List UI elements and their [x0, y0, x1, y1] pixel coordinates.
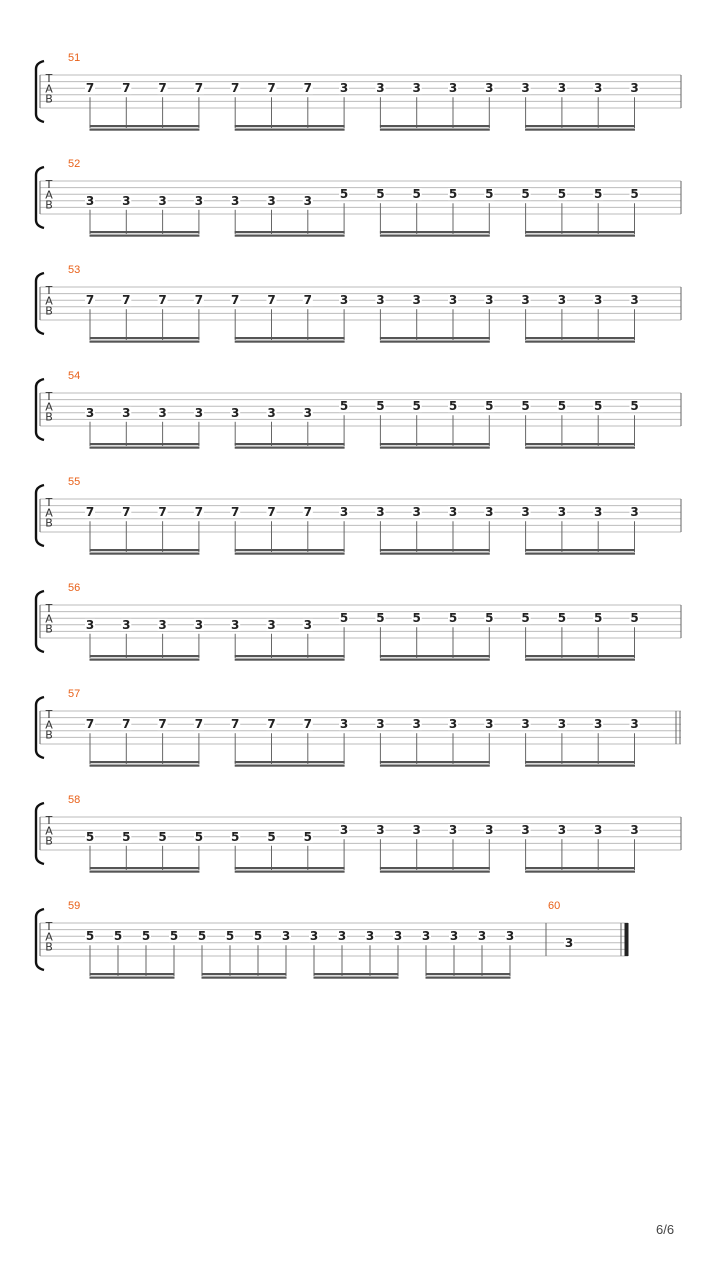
beam — [525, 655, 635, 657]
fret-number: 5 — [197, 929, 207, 944]
beam — [525, 231, 635, 233]
beam — [525, 549, 635, 551]
beam — [90, 337, 200, 339]
tab-system — [36, 370, 681, 449]
fret-number: 5 — [225, 929, 235, 944]
fret-number: 7 — [158, 505, 167, 520]
fret-number: 3 — [594, 717, 603, 732]
fret-number: 5 — [194, 829, 204, 844]
fret-number: 3 — [521, 717, 530, 732]
beam — [90, 655, 200, 657]
tab-system — [36, 794, 681, 873]
measure-number: 53 — [68, 264, 81, 276]
fret-number: 5 — [253, 929, 263, 944]
beam — [525, 765, 635, 767]
fret-number: 7 — [85, 717, 95, 732]
tab-clef-letter: A — [45, 400, 53, 414]
beam — [380, 129, 490, 131]
fret-number: 5 — [594, 187, 603, 202]
fret-number: 5 — [339, 187, 349, 202]
fret-number: 3 — [85, 405, 95, 420]
fret-number: 3 — [521, 293, 530, 308]
fret-number: 5 — [521, 611, 530, 626]
fret-number: 7 — [231, 717, 240, 732]
measure-number: 60 — [548, 900, 561, 912]
beam — [235, 235, 345, 237]
tab-clef-letter: A — [45, 930, 53, 944]
tab-clef-letter: T — [45, 602, 53, 615]
beam — [380, 549, 490, 551]
fret-number: 7 — [267, 717, 276, 732]
fret-number: 7 — [194, 717, 204, 732]
tab-system — [36, 688, 681, 767]
tab-system — [36, 582, 681, 661]
tab-clef-letter: T — [45, 178, 53, 191]
fret-number: 3 — [194, 193, 204, 208]
fret-number: 7 — [231, 505, 240, 520]
beam — [90, 871, 200, 873]
fret-number: 3 — [485, 823, 494, 838]
beam — [525, 659, 635, 661]
fret-number: 3 — [231, 193, 240, 208]
measure-number: 55 — [68, 476, 81, 488]
fret-number: 5 — [521, 187, 530, 202]
fret-number: 3 — [630, 505, 639, 520]
fret-number: 5 — [122, 829, 131, 844]
tab-system — [36, 264, 681, 343]
fret-number: 3 — [267, 193, 276, 208]
tab-clef-letter: B — [45, 304, 53, 318]
beam — [90, 553, 200, 555]
tab-clef-letter: A — [45, 824, 53, 838]
beam — [525, 447, 635, 449]
fret-number: 3 — [448, 293, 458, 308]
fret-number: 5 — [485, 611, 494, 626]
fret-number: 3 — [158, 193, 167, 208]
fret-number: 3 — [158, 405, 167, 420]
beam — [380, 655, 490, 657]
fret-number: 3 — [630, 81, 639, 96]
fret-number: 5 — [448, 399, 458, 414]
tab-system — [36, 158, 681, 237]
fret-number: 3 — [485, 293, 494, 308]
fret-number: 7 — [267, 81, 276, 96]
beam — [380, 337, 490, 339]
fret-number: 5 — [158, 829, 167, 844]
fret-number: 7 — [231, 293, 240, 308]
fret-number: 3 — [393, 929, 403, 944]
fret-number: 5 — [85, 829, 95, 844]
fret-number: 3 — [339, 823, 349, 838]
fret-number: 3 — [376, 823, 385, 838]
beam — [235, 549, 345, 551]
beam — [380, 871, 490, 873]
fret-number: 3 — [412, 717, 421, 732]
measure-number: 58 — [68, 794, 81, 806]
fret-number: 3 — [309, 929, 319, 944]
fret-number: 3 — [85, 617, 95, 632]
fret-number: 3 — [485, 505, 494, 520]
fret-number: 7 — [194, 293, 204, 308]
beam — [235, 337, 345, 339]
fret-number: 7 — [303, 293, 312, 308]
measure-number: 54 — [68, 370, 81, 382]
tab-clef-letter: B — [45, 622, 53, 636]
beam — [525, 443, 635, 445]
tab-clef-letter: A — [45, 612, 53, 626]
tab-clef-letter: A — [45, 82, 53, 96]
fret-number: 3 — [85, 193, 95, 208]
tab-clef-letter: B — [45, 834, 53, 848]
fret-number: 3 — [521, 505, 530, 520]
fret-number: 5 — [594, 399, 603, 414]
fret-number: 5 — [376, 399, 385, 414]
tab-clef-letter: B — [45, 92, 53, 106]
fret-number: 3 — [557, 823, 567, 838]
beam — [380, 341, 490, 343]
fret-number: 3 — [231, 405, 240, 420]
fret-number: 5 — [141, 929, 151, 944]
fret-number: 3 — [564, 935, 574, 950]
beam — [235, 659, 345, 661]
tab-system — [36, 476, 681, 555]
fret-number: 3 — [594, 81, 603, 96]
beam — [525, 125, 635, 127]
beam — [90, 235, 200, 237]
fret-number: 3 — [303, 617, 312, 632]
fret-number: 7 — [194, 81, 204, 96]
beam — [380, 553, 490, 555]
fret-number: 3 — [281, 929, 291, 944]
fret-number: 7 — [122, 717, 131, 732]
tab-clef-letter: T — [45, 920, 53, 933]
fret-number: 3 — [448, 717, 458, 732]
fret-number: 3 — [339, 717, 349, 732]
beam — [426, 977, 511, 979]
fret-number: 3 — [376, 717, 385, 732]
beam — [235, 871, 345, 873]
beam — [426, 973, 511, 975]
fret-number: 7 — [85, 81, 95, 96]
fret-number: 3 — [122, 405, 131, 420]
fret-number: 5 — [630, 399, 639, 414]
beam — [380, 761, 490, 763]
fret-number: 3 — [594, 293, 603, 308]
tab-clef-letter: B — [45, 410, 53, 424]
beam — [525, 235, 635, 237]
beam — [235, 761, 345, 763]
fret-number: 3 — [158, 617, 167, 632]
fret-number: 3 — [194, 405, 204, 420]
fret-number: 3 — [412, 823, 421, 838]
final-barline-thick — [625, 923, 629, 956]
fret-number: 3 — [412, 505, 421, 520]
measure-number: 59 — [68, 900, 81, 912]
beam — [235, 553, 345, 555]
beam — [90, 125, 200, 127]
fret-number: 3 — [630, 293, 639, 308]
fret-number: 5 — [557, 611, 567, 626]
tab-clef-letter: T — [45, 72, 53, 85]
fret-number: 3 — [477, 929, 487, 944]
fret-number: 7 — [158, 293, 167, 308]
fret-number: 5 — [231, 829, 240, 844]
fret-number: 5 — [169, 929, 179, 944]
beam — [380, 659, 490, 661]
beam — [90, 129, 200, 131]
fret-number: 3 — [194, 617, 204, 632]
beam — [380, 765, 490, 767]
measure-number: 52 — [68, 158, 81, 170]
fret-number: 3 — [339, 81, 349, 96]
beam — [525, 867, 635, 869]
beam — [380, 235, 490, 237]
beam — [235, 443, 345, 445]
beam — [525, 129, 635, 131]
beam — [380, 125, 490, 127]
fret-number: 3 — [557, 81, 567, 96]
tab-clef-letter: T — [45, 708, 53, 721]
fret-number: 3 — [267, 405, 276, 420]
fret-number: 3 — [303, 193, 312, 208]
fret-number: 3 — [412, 293, 421, 308]
tab-clef-letter: B — [45, 940, 53, 954]
beam — [525, 761, 635, 763]
beam — [90, 867, 200, 869]
tab-clef-letter: B — [45, 728, 53, 742]
fret-number: 3 — [557, 717, 567, 732]
fret-number: 5 — [630, 187, 639, 202]
beam — [235, 447, 345, 449]
beam — [202, 973, 287, 975]
measure-number: 56 — [68, 582, 81, 594]
beam — [525, 337, 635, 339]
fret-number: 7 — [267, 505, 276, 520]
beam — [90, 765, 200, 767]
beam — [90, 341, 200, 343]
tab-clef-letter: T — [45, 284, 53, 297]
fret-number: 7 — [85, 293, 95, 308]
fret-number: 5 — [267, 829, 276, 844]
fret-number: 3 — [337, 929, 347, 944]
fret-number: 3 — [365, 929, 375, 944]
fret-number: 7 — [194, 505, 204, 520]
fret-number: 5 — [448, 187, 458, 202]
fret-number: 5 — [557, 187, 567, 202]
fret-number: 5 — [630, 611, 639, 626]
tab-clef-letter: T — [45, 496, 53, 509]
fret-number: 3 — [122, 193, 131, 208]
beam — [90, 761, 200, 763]
beam — [90, 659, 200, 661]
fret-number: 5 — [485, 187, 494, 202]
fret-number: 7 — [231, 81, 240, 96]
fret-number: 3 — [630, 823, 639, 838]
fret-number: 5 — [339, 399, 349, 414]
beam — [380, 443, 490, 445]
fret-number: 3 — [594, 823, 603, 838]
fret-number: 5 — [557, 399, 567, 414]
tab-clef-letter: T — [45, 390, 53, 403]
measure-number: 51 — [68, 52, 81, 64]
fret-number: 5 — [594, 611, 603, 626]
beam — [90, 977, 175, 979]
fret-number: 3 — [122, 617, 131, 632]
measure-number: 57 — [68, 688, 81, 700]
fret-number: 5 — [376, 187, 385, 202]
tab-clef-letter: A — [45, 718, 53, 732]
fret-number: 7 — [158, 81, 167, 96]
tab-clef-letter: A — [45, 188, 53, 202]
fret-number: 3 — [521, 81, 530, 96]
fret-number: 3 — [303, 405, 312, 420]
fret-number: 3 — [421, 929, 431, 944]
beam — [90, 231, 200, 233]
tab-system — [36, 52, 681, 131]
beam — [380, 867, 490, 869]
fret-number: 3 — [231, 617, 240, 632]
tab-clef-letter: T — [45, 814, 53, 827]
fret-number: 7 — [303, 717, 312, 732]
tab-clef-letter: B — [45, 198, 53, 212]
beam — [235, 867, 345, 869]
fret-number: 3 — [557, 505, 567, 520]
beam — [235, 655, 345, 657]
fret-number: 3 — [448, 823, 458, 838]
beam — [235, 125, 345, 127]
beam — [90, 973, 175, 975]
fret-number: 7 — [122, 81, 131, 96]
page-number: 6/6 — [656, 1222, 675, 1237]
fret-number: 3 — [412, 81, 421, 96]
fret-number: 3 — [376, 293, 385, 308]
beam — [380, 231, 490, 233]
fret-number: 3 — [339, 293, 349, 308]
beam — [90, 447, 200, 449]
fret-number: 3 — [448, 81, 458, 96]
fret-number: 7 — [267, 293, 276, 308]
beam — [525, 341, 635, 343]
fret-number: 3 — [449, 929, 459, 944]
fret-number: 3 — [448, 505, 458, 520]
fret-number: 3 — [376, 81, 385, 96]
beam — [90, 549, 200, 551]
fret-number: 7 — [303, 81, 312, 96]
fret-number: 3 — [594, 505, 603, 520]
beam — [525, 553, 635, 555]
fret-number: 3 — [339, 505, 349, 520]
fret-number: 3 — [505, 929, 515, 944]
fret-number: 5 — [412, 187, 421, 202]
fret-number: 3 — [521, 823, 530, 838]
fret-number: 3 — [557, 293, 567, 308]
fret-number: 5 — [412, 399, 421, 414]
beam — [235, 341, 345, 343]
fret-number: 7 — [122, 505, 131, 520]
fret-number: 5 — [339, 611, 349, 626]
fret-number: 3 — [376, 505, 385, 520]
beam — [314, 977, 399, 979]
fret-number: 3 — [485, 717, 494, 732]
fret-number: 5 — [113, 929, 123, 944]
beam — [202, 977, 287, 979]
beam — [314, 973, 399, 975]
fret-number: 3 — [267, 617, 276, 632]
fret-number: 5 — [85, 929, 95, 944]
beam — [235, 231, 345, 233]
fret-number: 7 — [85, 505, 95, 520]
beam — [235, 765, 345, 767]
fret-number: 3 — [485, 81, 494, 96]
fret-number: 7 — [158, 717, 167, 732]
beam — [90, 443, 200, 445]
fret-number: 7 — [122, 293, 131, 308]
fret-number: 5 — [412, 611, 421, 626]
tab-clef-letter: A — [45, 506, 53, 520]
tab-clef-letter: B — [45, 516, 53, 530]
fret-number: 5 — [303, 829, 312, 844]
tab-clef-letter: A — [45, 294, 53, 308]
fret-number: 5 — [448, 611, 458, 626]
fret-number: 5 — [376, 611, 385, 626]
tab-system — [36, 900, 629, 979]
beam — [380, 447, 490, 449]
fret-number: 5 — [485, 399, 494, 414]
beam — [235, 129, 345, 131]
fret-number: 3 — [630, 717, 639, 732]
fret-number: 7 — [303, 505, 312, 520]
beam — [525, 871, 635, 873]
fret-number: 5 — [521, 399, 530, 414]
